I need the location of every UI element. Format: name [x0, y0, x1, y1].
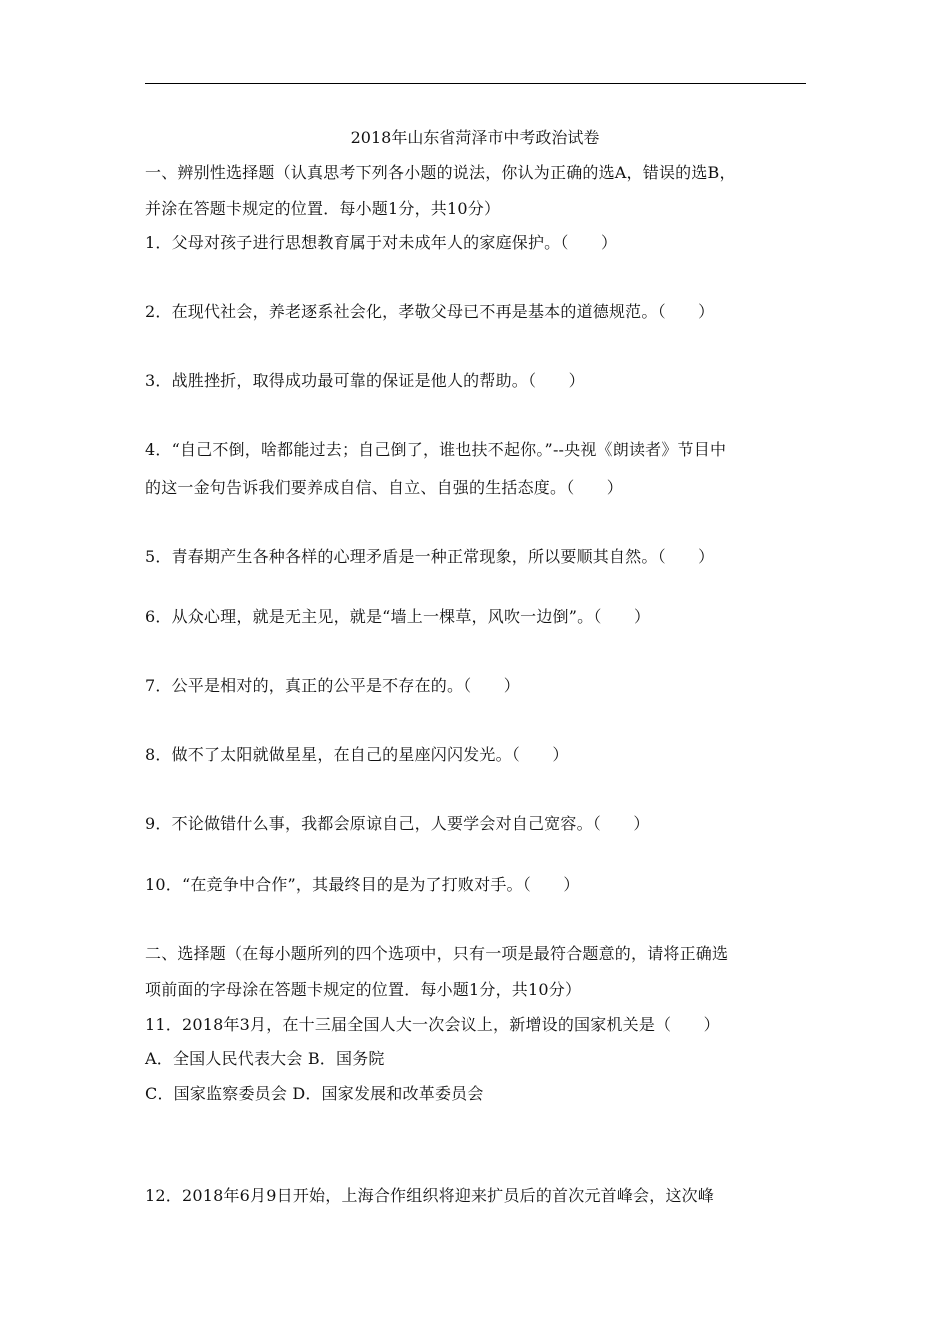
question-8: 8．做不了太阳就做星星，在自己的星座闪闪发光。（ ）	[145, 745, 569, 764]
question-3: 3．战胜挫折，取得成功最可靠的保证是他人的帮助。（ ）	[145, 371, 585, 390]
question-12: 12．2018年6月9日开始，上海合作组织将迎来扩员后的首次元首峰会，这次峰	[145, 1186, 715, 1205]
question-7: 7．公平是相对的，真正的公平是不存在的。（ ）	[145, 676, 520, 695]
question-1: 1．父母对孩子进行思想教育属于对未成年人的家庭保护。（ ）	[145, 233, 618, 252]
section2-heading-line2: 项前面的字母涂在答题卡规定的位置．每小题1分，共10分）	[145, 980, 582, 999]
question-11: 11．2018年3月，在十三届全国人大一次会议上，新增设的国家机关是（ ）	[145, 1015, 720, 1034]
header-rule	[145, 83, 806, 84]
question-9: 9．不论做错什么事，我都会原谅自己，人要学会对自己宽容。（ ）	[145, 814, 650, 833]
question-2: 2．在现代社会，养老逐系社会化，孝敬父母已不再是基本的道德规范。（ ）	[145, 302, 715, 321]
section2-heading-line1: 二、选择题（在每小题所列的四个选项中，只有一项是最符合题意的，请将正确选	[145, 944, 729, 963]
section1-heading-line1: 一、辨别性选择题（认真思考下列各小题的说法，你认为正确的选A，错误的选B，	[145, 163, 736, 182]
question-6: 6．从众心理，就是无主见，就是“墙上一棵草，风吹一边倒”。（ ）	[145, 607, 651, 626]
question-10: 10．“在竞争中合作”，其最终目的是为了打败对手。（ ）	[145, 875, 580, 894]
exam-title: 2018年山东省菏泽市中考政治试卷	[350, 128, 600, 147]
question-4-line2: 的这一金句告诉我们要养成自信、自立、自强的生括态度。（ ）	[145, 478, 624, 497]
section1-heading-line2: 并涂在答题卡规定的位置．每小题1分，共10分）	[145, 199, 501, 218]
question-11-options-ab: A．全国人民代表大会 B．国务院	[145, 1049, 385, 1068]
question-5: 5．青春期产生各种各样的心理矛盾是一种正常现象，所以要顺其自然。（ ）	[145, 547, 715, 566]
question-11-options-cd: C．国家监察委员会 D．国家发展和改革委员会	[145, 1084, 484, 1103]
question-4-line1: 4．“自己不倒，啥都能过去；自己倒了，谁也扶不起你。”--央视《朗读者》节目中	[145, 440, 727, 459]
